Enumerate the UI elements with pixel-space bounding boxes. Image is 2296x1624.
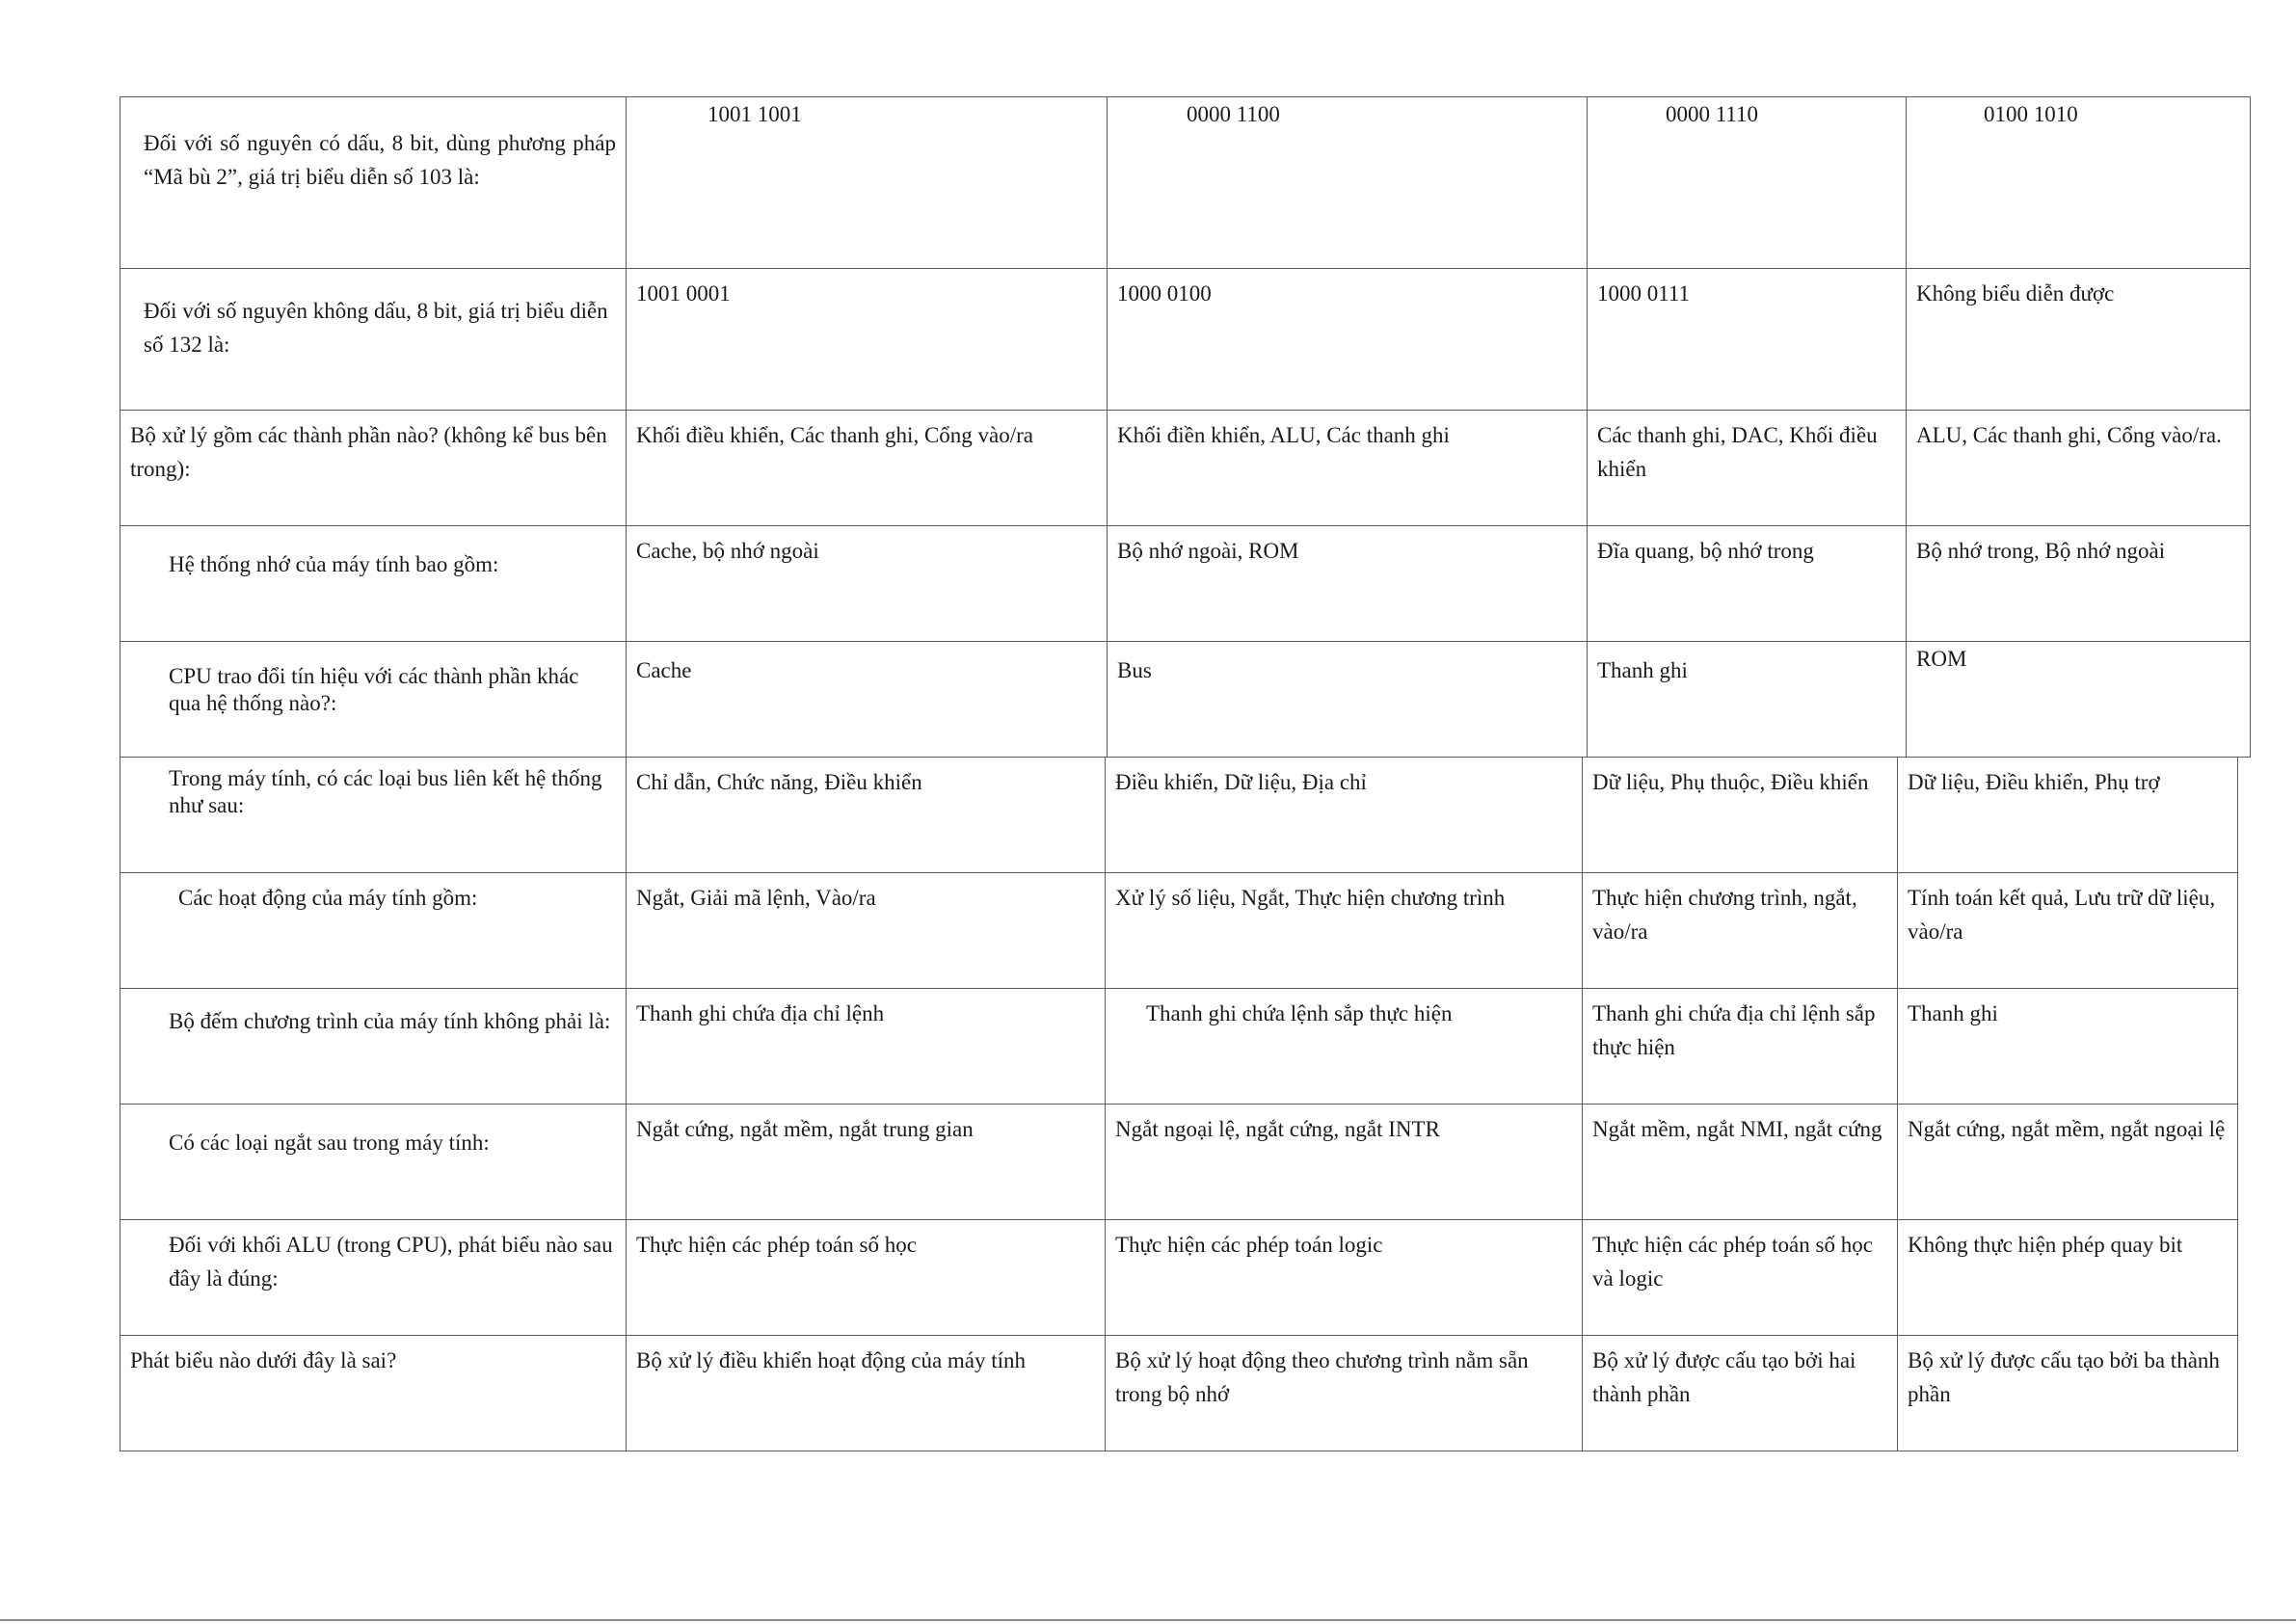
answer-b-cell bbox=[1107, 641, 1588, 758]
answer-c-cell bbox=[1582, 872, 1898, 989]
question-cell bbox=[120, 1219, 627, 1336]
answer-d-cell bbox=[1897, 872, 2238, 989]
answer-a-text: Ngắt, Giải mã lệnh, Vào/ra bbox=[636, 886, 876, 910]
answer-c-text: Dữ liệu, Phụ thuộc, Điều khiển bbox=[1592, 770, 1869, 794]
answer-a-cell bbox=[626, 641, 1108, 758]
question-text: Đối với khối ALU (trong CPU), phát biểu nào sau đây là đúng: bbox=[169, 1233, 613, 1291]
answer-a-text: Thanh ghi chứa địa chỉ lệnh bbox=[636, 1001, 885, 1025]
answer-c-cell bbox=[1587, 641, 1907, 758]
answer-c-cell bbox=[1587, 410, 1907, 526]
answer-a-text: Khối điều khiển, Các thanh ghi, Cổng vào/ra bbox=[636, 423, 1034, 447]
question-cell bbox=[120, 410, 627, 526]
answer-b-text: Thực hiện các phép toán logic bbox=[1115, 1233, 1383, 1257]
answer-d-cell bbox=[1897, 988, 2238, 1105]
answer-c-text: Ngắt mềm, ngắt NMI, ngắt cứng bbox=[1592, 1117, 1882, 1141]
answer-d-text: Ngắt cứng, ngắt mềm, ngắt ngoại lệ bbox=[1908, 1117, 2226, 1141]
question-cell bbox=[120, 988, 627, 1105]
answer-a-cell bbox=[626, 268, 1108, 411]
answer-d-text: Dữ liệu, Điều khiển, Phụ trợ bbox=[1908, 770, 2160, 794]
answer-c-cell bbox=[1582, 1104, 1898, 1220]
question-text: CPU trao đổi tín hiệu với các thành phần khác qua hệ thống nào?: bbox=[169, 664, 579, 715]
answer-a-text: Cache, bộ nhớ ngoài bbox=[636, 539, 819, 563]
answer-b-cell bbox=[1105, 988, 1583, 1105]
answer-b-cell bbox=[1105, 872, 1583, 989]
answer-d-text: Không biểu diễn được bbox=[1916, 281, 2115, 306]
question-text: Trong máy tính, có các loại bus liên kết hệ thống như sau: bbox=[169, 766, 602, 817]
answer-a-text: 1001 1001 bbox=[707, 102, 802, 126]
answer-c-text: Bộ xử lý được cấu tạo bởi hai thành phần bbox=[1592, 1348, 1856, 1406]
answer-a-cell bbox=[626, 872, 1106, 989]
answer-d-text: Bộ xử lý được cấu tạo bởi ba thành phần bbox=[1908, 1348, 2220, 1406]
answer-b-cell bbox=[1107, 268, 1588, 411]
answer-a-cell bbox=[626, 988, 1106, 1105]
answer-b-text: 1000 0100 bbox=[1117, 281, 1212, 306]
answer-d-text: ALU, Các thanh ghi, Cổng vào/ra. bbox=[1916, 423, 2222, 447]
answer-b-text: Khối điền khiển, ALU, Các thanh ghi bbox=[1117, 423, 1450, 447]
question-cell bbox=[120, 641, 627, 758]
answer-a-cell bbox=[626, 1104, 1106, 1220]
answer-a-text: Cache bbox=[636, 658, 692, 682]
answer-d-text: Thanh ghi bbox=[1908, 1001, 1998, 1025]
question-cell bbox=[120, 1335, 627, 1451]
answer-d-cell bbox=[1897, 1104, 2238, 1220]
answer-b-cell bbox=[1105, 757, 1583, 873]
answer-c-cell bbox=[1587, 268, 1907, 411]
answer-c-cell bbox=[1582, 757, 1898, 873]
answer-b-text: Bus bbox=[1117, 658, 1152, 682]
answer-b-text: Bộ nhớ ngoài, ROM bbox=[1117, 539, 1299, 563]
answer-c-text: 1000 0111 bbox=[1597, 281, 1691, 306]
answer-d-cell bbox=[1906, 96, 2251, 269]
answer-b-cell bbox=[1107, 410, 1588, 526]
answer-d-cell bbox=[1906, 268, 2251, 411]
answer-d-cell bbox=[1906, 410, 2251, 526]
answer-b-cell bbox=[1105, 1335, 1583, 1451]
answer-a-cell bbox=[626, 525, 1108, 642]
answer-d-cell bbox=[1906, 525, 2251, 642]
answer-d-text: Bộ nhớ trong, Bộ nhớ ngoài bbox=[1916, 539, 2166, 563]
answer-b-text: Thanh ghi chứa lệnh sắp thực hiện bbox=[1146, 1001, 1453, 1025]
answer-c-cell bbox=[1587, 96, 1907, 269]
answer-b-text: Ngắt ngoại lệ, ngắt cứng, ngắt INTR bbox=[1115, 1117, 1440, 1141]
answer-d-text: 0100 1010 bbox=[1984, 102, 2078, 126]
question-cell bbox=[120, 525, 627, 642]
answer-c-text: Thực hiện các phép toán số học và logic bbox=[1592, 1233, 1873, 1291]
answer-a-text: Chỉ dẫn, Chức năng, Điều khiển bbox=[636, 770, 922, 794]
answer-c-text: Các thanh ghi, DAC, Khối điều khiển bbox=[1597, 423, 1878, 481]
question-cell bbox=[120, 872, 627, 989]
answer-a-cell bbox=[626, 757, 1106, 873]
answer-c-cell bbox=[1582, 988, 1898, 1105]
question-text: Bộ xử lý gồm các thành phần nào? (không kể bus bên trong): bbox=[130, 423, 607, 481]
answer-d-cell bbox=[1897, 1335, 2238, 1451]
answer-d-text: ROM bbox=[1916, 647, 1967, 671]
answer-a-text: Ngắt cứng, ngắt mềm, ngắt trung gian bbox=[636, 1117, 974, 1141]
answer-d-cell bbox=[1906, 641, 2251, 758]
question-cell bbox=[120, 757, 627, 873]
question-text: Phát biểu nào dưới đây là sai? bbox=[130, 1348, 397, 1372]
answer-d-text: Tính toán kết quả, Lưu trữ dữ liệu, vào/ra bbox=[1908, 886, 2216, 944]
question-cell bbox=[120, 268, 627, 411]
answer-b-text: 0000 1100 bbox=[1187, 102, 1280, 126]
answer-d-text: Không thực hiện phép quay bit bbox=[1908, 1233, 2183, 1257]
answer-c-cell bbox=[1582, 1219, 1898, 1336]
answer-a-cell bbox=[626, 1335, 1106, 1451]
question-text: Đối với số nguyên có dấu, 8 bit, dùng phương pháp “Mã bù 2”, giá trị biểu diễn số 103 là: bbox=[144, 131, 616, 189]
answer-a-cell bbox=[626, 410, 1108, 526]
answer-d-cell bbox=[1897, 1219, 2238, 1336]
answer-c-cell bbox=[1582, 1335, 1898, 1451]
answer-a-text: Thực hiện các phép toán số học bbox=[636, 1233, 917, 1257]
answer-b-cell bbox=[1105, 1219, 1583, 1336]
answer-b-cell bbox=[1107, 525, 1588, 642]
page-bottom-rule bbox=[0, 1619, 2296, 1621]
answer-c-text: Thanh ghi chứa địa chỉ lệnh sắp thực hiện bbox=[1592, 1001, 1876, 1059]
answer-c-text: Thanh ghi bbox=[1597, 658, 1688, 682]
answer-b-text: Xử lý số liệu, Ngắt, Thực hiện chương trình bbox=[1115, 886, 1506, 910]
question-text: Bộ đếm chương trình của máy tính không phải là: bbox=[169, 1009, 611, 1033]
question-cell bbox=[120, 96, 627, 269]
question-text: Đối với số nguyên không dấu, 8 bit, giá trị biểu diễn số 132 là: bbox=[144, 299, 608, 357]
answer-a-text: Bộ xử lý điều khiển hoạt động của máy tính bbox=[636, 1348, 1027, 1372]
answer-a-cell bbox=[626, 96, 1108, 269]
question-cell bbox=[120, 1104, 627, 1220]
answer-c-text: Đĩa quang, bộ nhớ trong bbox=[1597, 539, 1814, 563]
answer-a-cell bbox=[626, 1219, 1106, 1336]
answer-c-cell bbox=[1587, 525, 1907, 642]
answer-b-text: Điều khiển, Dữ liệu, Địa chỉ bbox=[1115, 770, 1367, 794]
question-text: Có các loại ngắt sau trong máy tính: bbox=[169, 1131, 490, 1155]
question-text: Các hoạt động của máy tính gồm: bbox=[178, 886, 478, 910]
answer-c-text: Thực hiện chương trình, ngắt, vào/ra bbox=[1592, 886, 1857, 944]
answer-b-cell bbox=[1107, 96, 1588, 269]
answer-b-cell bbox=[1105, 1104, 1583, 1220]
answer-c-text: 0000 1110 bbox=[1666, 102, 1759, 126]
answer-d-cell bbox=[1897, 757, 2238, 873]
question-text: Hệ thống nhớ của máy tính bao gồm: bbox=[169, 552, 499, 576]
answer-b-text: Bộ xử lý hoạt động theo chương trình nằm sẵn trong bộ nhớ bbox=[1115, 1348, 1529, 1406]
answer-a-text: 1001 0001 bbox=[636, 281, 731, 306]
